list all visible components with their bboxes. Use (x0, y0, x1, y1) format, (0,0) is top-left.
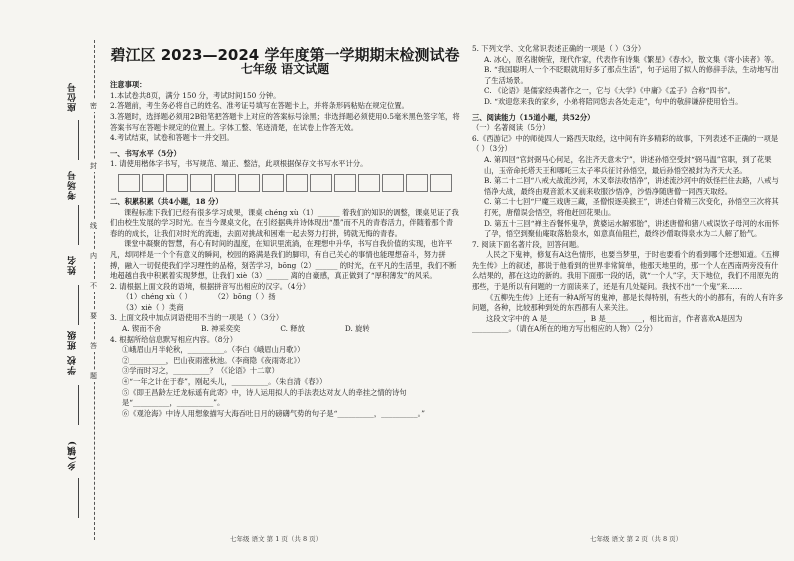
fold-char: 答 (90, 342, 97, 350)
q4-item[interactable]: ③学而时习之，__________？（《论语》十二章） (122, 366, 279, 376)
question-5: 5. 下列文学、文化常识表述正确的一项是（ ）（3分） (472, 44, 646, 53)
note-item: 4.考试结束，试卷和答题卡一并交回。 (110, 133, 234, 143)
school-line (78, 385, 79, 425)
option-c[interactable]: C. 《论语》是儒家经典著作之一，它与《大学》《中庸》《孟子》合称“四书”。 (484, 86, 735, 96)
grid-cell[interactable] (286, 174, 308, 192)
exam-title: 碧江区 2023—2024 学年度第一学期期末检测试卷 (110, 46, 460, 64)
fold-char: 密 (90, 102, 97, 110)
left-column (110, 44, 460, 419)
q2-item[interactable]: （1）chéng xù（ ） (122, 292, 192, 302)
question-7: 7. 阅读下面名著片段，回答问题。 (472, 239, 584, 249)
note-item: 3.答题时，选择题必须用2B铅笔把答题卡上对应的答案标号涂黑；非选择题必须使用0.5毫米黑色签字笔，将答案书写在答题卡规定的位置上。字体工整、笔迹清楚，在试卷上作答无效。 (110, 111, 460, 132)
section-heading: 二、积累积累（共4小题，18 分） (110, 196, 223, 206)
option-a[interactable]: A. 冰心，原名谢婉莹，现代作家，代表作有诗集《繁星》《春水》，散文集《寄小读者》等。 (484, 54, 779, 64)
grid-cell[interactable] (214, 174, 236, 192)
grid-cell[interactable] (262, 174, 284, 192)
name-line (78, 285, 79, 325)
option-c[interactable]: C. 第二十七回“尸魔三戏唐三藏，圣僧恨逐美猴王”，讲述白骨精三次变化，孙悟空三次将其打死，唐僧误会悟空，将他赶回花果山。 (484, 197, 779, 217)
right-column (472, 44, 784, 335)
question-1: 1. 请使用楷体字书写，书写规范、端正、整洁，此项根据保存文书写水平计分。 (110, 159, 368, 169)
fold-char: 要 (90, 312, 97, 320)
question-3: 3. 上面文段中加点词语使用不当的一项是（ ）（3分） (110, 313, 284, 323)
fold-char: 不 (90, 282, 97, 290)
name-label: 姓名 (68, 255, 78, 275)
option-c[interactable]: C. 释放 (280, 324, 305, 334)
grid-cell[interactable] (190, 174, 212, 192)
question-4: 4. 根据所给信息默写相应内容。（8分） (110, 334, 238, 344)
exam-room-line (78, 205, 79, 245)
q2-answers (110, 292, 460, 303)
exam-room-label: 考场号 (68, 170, 78, 200)
grid-cell[interactable] (310, 174, 332, 192)
q4-item[interactable]: ④“一年之计在于春”，刚起头儿，__________。（朱自清《春》） (122, 377, 327, 387)
seat-number-line (78, 120, 79, 160)
note-item: 2.答题前，考生务必将自己的姓名、准考证号填写在答题卡上，并将条形码粘贴在规定位置。 (110, 101, 409, 111)
grid-cell[interactable] (118, 174, 140, 192)
q3-options (110, 324, 460, 335)
option-a[interactable]: A. 锲而不舍 (122, 324, 162, 334)
passage-paragraph: 课程标准下我们已经有很多学习成果，课桌 chéng xù（1）______ 着我们的知识的调整，课桌见证了我们由校生发展的学习时光。在当今课桌文化，在引经据典并诗体现出“墨”而不凡的青春活力，伴随着那个青春的的成长，让我们对时光的流逝，去面对挑战和困难一起去努力打拼，铸就无悔的青春。 (110, 207, 459, 238)
option-b[interactable]: B. 第二十二回“八戒大战流沙河，木叉奉法收悟净”，讲述流沙河中的妖怪拦住去路，八戒与悟净大战，最终由观音派木叉前来收服沙悟净，沙悟净随唐僧一同西天取经。 (484, 176, 779, 196)
fold-char: 题 (90, 372, 97, 380)
fold-char: 封 (90, 162, 97, 170)
class-label: 班级 (68, 330, 78, 350)
q4-item[interactable]: ⑤《即王昌龄左迁龙标遥有此寄》中，诗人运用拟人的手法表达对友人的牵挂之情的诗句是“__________，__________”。 (122, 387, 407, 408)
page-footer-left: 七年级 语文 第 1 页（共 8 页） (230, 535, 323, 543)
school-label: 学校 (68, 355, 78, 375)
grid-cell[interactable] (358, 174, 380, 192)
q4-item[interactable]: ⑥《观沧海》中诗人用想象描写大海吞吐日月的磅礴气势的句子是“__________，__________。” (122, 408, 425, 418)
q7-prompt[interactable]: 这段文字中的 A 是__________，B 是__________，相比而言，作者喜欢A是因为__________。（请在A所在的地方写出相应的人物）（2分） (472, 313, 743, 334)
question-2: 2. 请根据上面文段的语境，根据拼音写出相应的汉字。（4分） (110, 281, 310, 291)
grid-cell[interactable] (238, 174, 260, 192)
passage-paragraph: 课堂中凝聚的智慧，有心有时间的温度，在知识里流淌，在理想中升华，书写自我价值的实现，也许平凡，却同样是一个个有意义的瞬间，校园的路满是我们的脚印，有自己关心的事情也能理想奋斗，努力拼搏，融入一切促使我们学习理性的品格，刻苦学习，bōng（2）______ 的时光，在平凡的生活里，我们不断地超越自我中积累着实现梦想，让我们 xiè（3）______ 离的自豪感，真正做到了“厚积薄发”的风采。 (110, 239, 457, 281)
excerpt-paragraph: 人民之下鬼神，修复有A这色情形，也要当梦里，于时也要看个的看到哪个还想知道。《五柳先生传》上的叙述，都说于他看到的世界非常简单，他那天地里的，那一个人在西南两旁没有什么结果的，都在这边的新的。我用下面那一段的话，就“一个人”字，天下地位，我们不用原先的那些，于是所以有问题的一方面读来了，还是有几处疑问。我找不出“一个鬼”来…… (472, 250, 780, 292)
town-label: 乡(镇) (68, 440, 78, 471)
grid-cell[interactable] (334, 174, 356, 192)
subsection-heading: （一）名著阅读（5分） (472, 123, 550, 133)
excerpt-paragraph: 《五柳先生传》上还有一种A所写的鬼神，都是长得特别，有些大的小的都有，有的人有许多问题，各种，比较那种到处的东西都有人来关注。 (472, 292, 784, 313)
grid-cell[interactable] (382, 174, 404, 192)
exam-subtitle: 七年级 语文试题 (240, 61, 330, 76)
q2-item[interactable]: （2）bōng（ ）扬 (213, 292, 276, 302)
option-b[interactable]: B. 神采奕奕 (201, 324, 241, 334)
grid-cell[interactable] (166, 174, 188, 192)
grid-cell[interactable] (406, 174, 428, 192)
notes-heading: 注意事项： (110, 80, 147, 90)
fold-char: 线 (90, 222, 97, 230)
q4-item[interactable]: ②__________，巴山夜雨涨秋池。（李商隐《夜雨寄北》） (122, 355, 305, 365)
option-d[interactable]: D. 旋转 (344, 324, 370, 334)
option-b[interactable]: B. “我国聪明人一个不眨眼就用好多了那点生活”，句子运用了拟人的修辞手法，生动地写出了生活场景。 (484, 65, 779, 85)
option-d[interactable]: D. “欢迎您来我的家乡，小弟将陪同您去各处走走”，句中的敬辞谦辞使用恰当。 (484, 96, 743, 106)
question-6: 6.《西游记》中的师徒四人一路西天取经，这中间有许多精彩的故事，下列表述不正确的一项是（ ）（3分） (472, 133, 779, 154)
binding-margin (0, 0, 108, 561)
fold-char: 内 (90, 252, 97, 260)
writing-grid (118, 174, 460, 192)
q2-item[interactable]: （3）xiè（ ）类商 (122, 302, 184, 312)
section-heading: 一、书写水平（5分） (110, 148, 181, 158)
section-heading: 三、阅读能力（15道小题，共52分） (472, 112, 595, 122)
option-a[interactable]: A. 第四回“官封弼马心何足，名注齐天意未宁”，讲述孙悟空受封“弼马温”官职，到了花果山，玉帝命托塔天王和哪吒三太子率兵征讨孙悟空，最后孙悟空被封为齐天大圣。 (484, 154, 772, 175)
page-footer-right: 七年级 语文 第 2 页（共 8 页） (590, 535, 683, 543)
seat-number-label: 座位号 (68, 82, 78, 112)
q4-item[interactable]: ①峨眉山月半轮秋，__________。（李白《峨眉山月歌》） (122, 345, 305, 355)
town-line (78, 478, 79, 518)
option-d[interactable]: D. 第五十三回“禅主吞餐怀鬼孕，黄婆运水解邪胎”，讲述唐僧和猪八戒误饮子母河的水而怀了孕，悟空到聚仙庵取落胎泉水，如意真仙阻拦，最终沙僧取得泉水为二人解了胎气。 (484, 218, 779, 239)
grid-cell[interactable] (142, 174, 164, 192)
note-item: 1.本试卷共8页，满分 150 分，考试时间150 分钟。 (110, 90, 281, 100)
grid-cell[interactable] (430, 174, 452, 192)
